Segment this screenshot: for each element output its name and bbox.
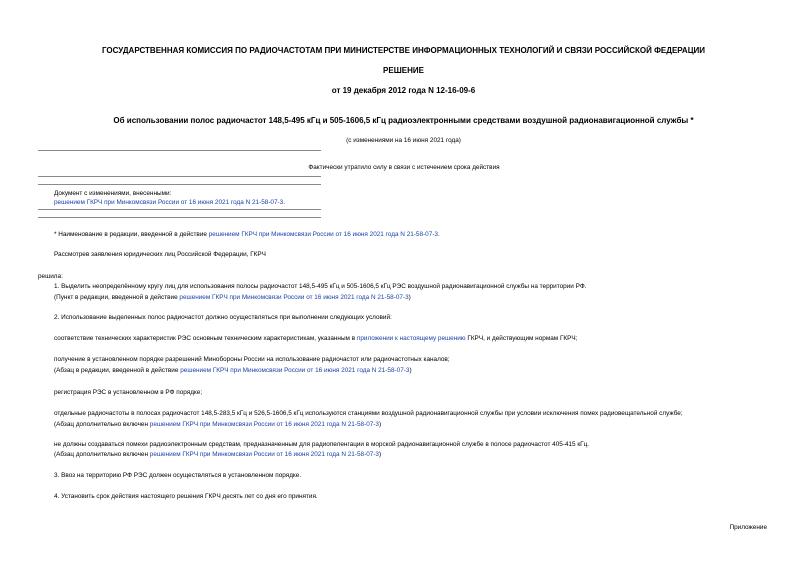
intro-text: Рассмотрев заявления юридических лиц Российской Федерации, ГКРЧ [54,251,266,258]
condition-4: отдельные радиочастоты в полосах радиочастот 148,5-283,5 кГц и 526,5-1606,5 кГц используются станциями воздушной радионавигационной службы при условии исключения помех радиовещательной службе; [54,410,683,417]
divider [38,150,321,151]
appendix-link[interactable]: приложении к настоящему решению [356,335,466,342]
divider [38,209,321,210]
amendment-link[interactable]: решением ГКРЧ при Минкомсвязи России от 16 июня 2021 года N 21-58-07-3 [149,451,379,458]
divider [38,176,321,177]
status-text: Фактически утратило силу в связи с истечением срока действия [308,164,500,171]
condition-1 [54,335,577,342]
date-number-heading: от 19 декабря 2012 года N 12-16-09-6 [331,86,476,95]
revision-note: (с изменениями на 16 июня 2021 года) [346,137,461,144]
condition-text: соответствие технических характеристик РЭС основным техническим характеристикам, указанным в [54,335,357,342]
changes-link[interactable]: решением ГКРЧ при Минкомсвязи России от 16 июня 2021 года N 21-58-07-3. [54,199,285,206]
note-text: (Абзац в редакции, введенной в действие [54,367,181,374]
org-heading: ГОСУДАРСТВЕННАЯ КОМИССИЯ ПО РАДИОЧАСТОТАМ ПРИ МИНИСТЕРСТВЕ ИНФОРМАЦИОННЫХ ТЕХНОЛОГИЙ И СВЯЗИ РОССИЙСКОЙ ФЕДЕРАЦИИ [101,46,706,55]
footnote-link[interactable]: решением ГКРЧ при Минкомсвязи России от 16 июня 2021 года N 21-58-07-3. [208,231,440,238]
condition-3: регистрация РЭС в установленном в РФ порядке; [54,389,203,396]
paragraph-3: 3. Ввоз на территорию РФ РЭС должен осуществляться в установленном порядке. [54,472,302,479]
condition-text: ГКРЧ, и действующим нормам ГКРЧ; [465,335,578,342]
paragraph-1: 1. Выделить неопределённому кругу лиц для использования полосы радиочастот 148,5-495 кГц и 505-1606,5 кГц РЭС воздушной радионавигационной службы на территории РФ. [54,283,587,290]
amendment-link[interactable]: решением ГКРЧ при Минкомсвязи России от 16 июня 2021 года N 21-58-07-3 [149,421,379,428]
note-text: ) [379,421,382,428]
footnote [54,231,440,238]
note-text: ) [409,367,412,374]
condition-4-note [54,421,381,428]
decided-text: решила: [38,273,63,280]
doc-type-heading: РЕШЕНИЕ [383,66,424,75]
paragraph-1-note [54,294,411,301]
condition-5: не должны создаваться помехи радиоэлектронным средствам, предназначенным для радиопеленгации в морской радионавигационной службе в полосе радиочастот 405-415 кГц. [54,441,590,448]
note-text: (Абзац дополнительно включен [54,421,150,428]
divider [38,184,321,185]
note-text: (Абзац дополнительно включен [54,451,150,458]
footnote-text: * Наименование в редакции, введенной в действие [54,231,209,238]
condition-5-note [54,451,381,458]
paragraph-4: 4. Установить срок действия настоящего решения ГКРЧ десять лет со дня его принятия. [54,493,318,500]
appendix-label: Приложение [729,524,767,531]
condition-2: получение в установленном порядке разрешений Минобороны России на использование радиочастот или радиочастотных каналов; [54,356,450,363]
amendment-link[interactable]: решением ГКРЧ при Минкомсвязи России от 16 июня 2021 года N 21-58-07-3 [180,367,410,374]
paragraph-2: 2. Использование выделенных полос радиочастот должно осуществляться при выполнении следующих условий: [54,314,392,321]
note-text: ) [408,294,411,301]
note-text: ) [379,451,382,458]
changes-label: Документ с изменениями, внесенными: [54,190,172,197]
amendment-link[interactable]: решением ГКРЧ при Минкомсвязи России от 16 июня 2021 года N 21-58-07-3 [179,294,409,301]
document-title: Об использовании полос радиочастот 148,5-495 кГц и 505-1606,5 кГц радиоэлектронными средствами воздушной радионавигационной службы * [113,116,694,125]
note-text: (Пункт в редакции, введенной в действие [54,294,180,301]
divider [38,217,321,218]
condition-2-note [54,367,412,374]
